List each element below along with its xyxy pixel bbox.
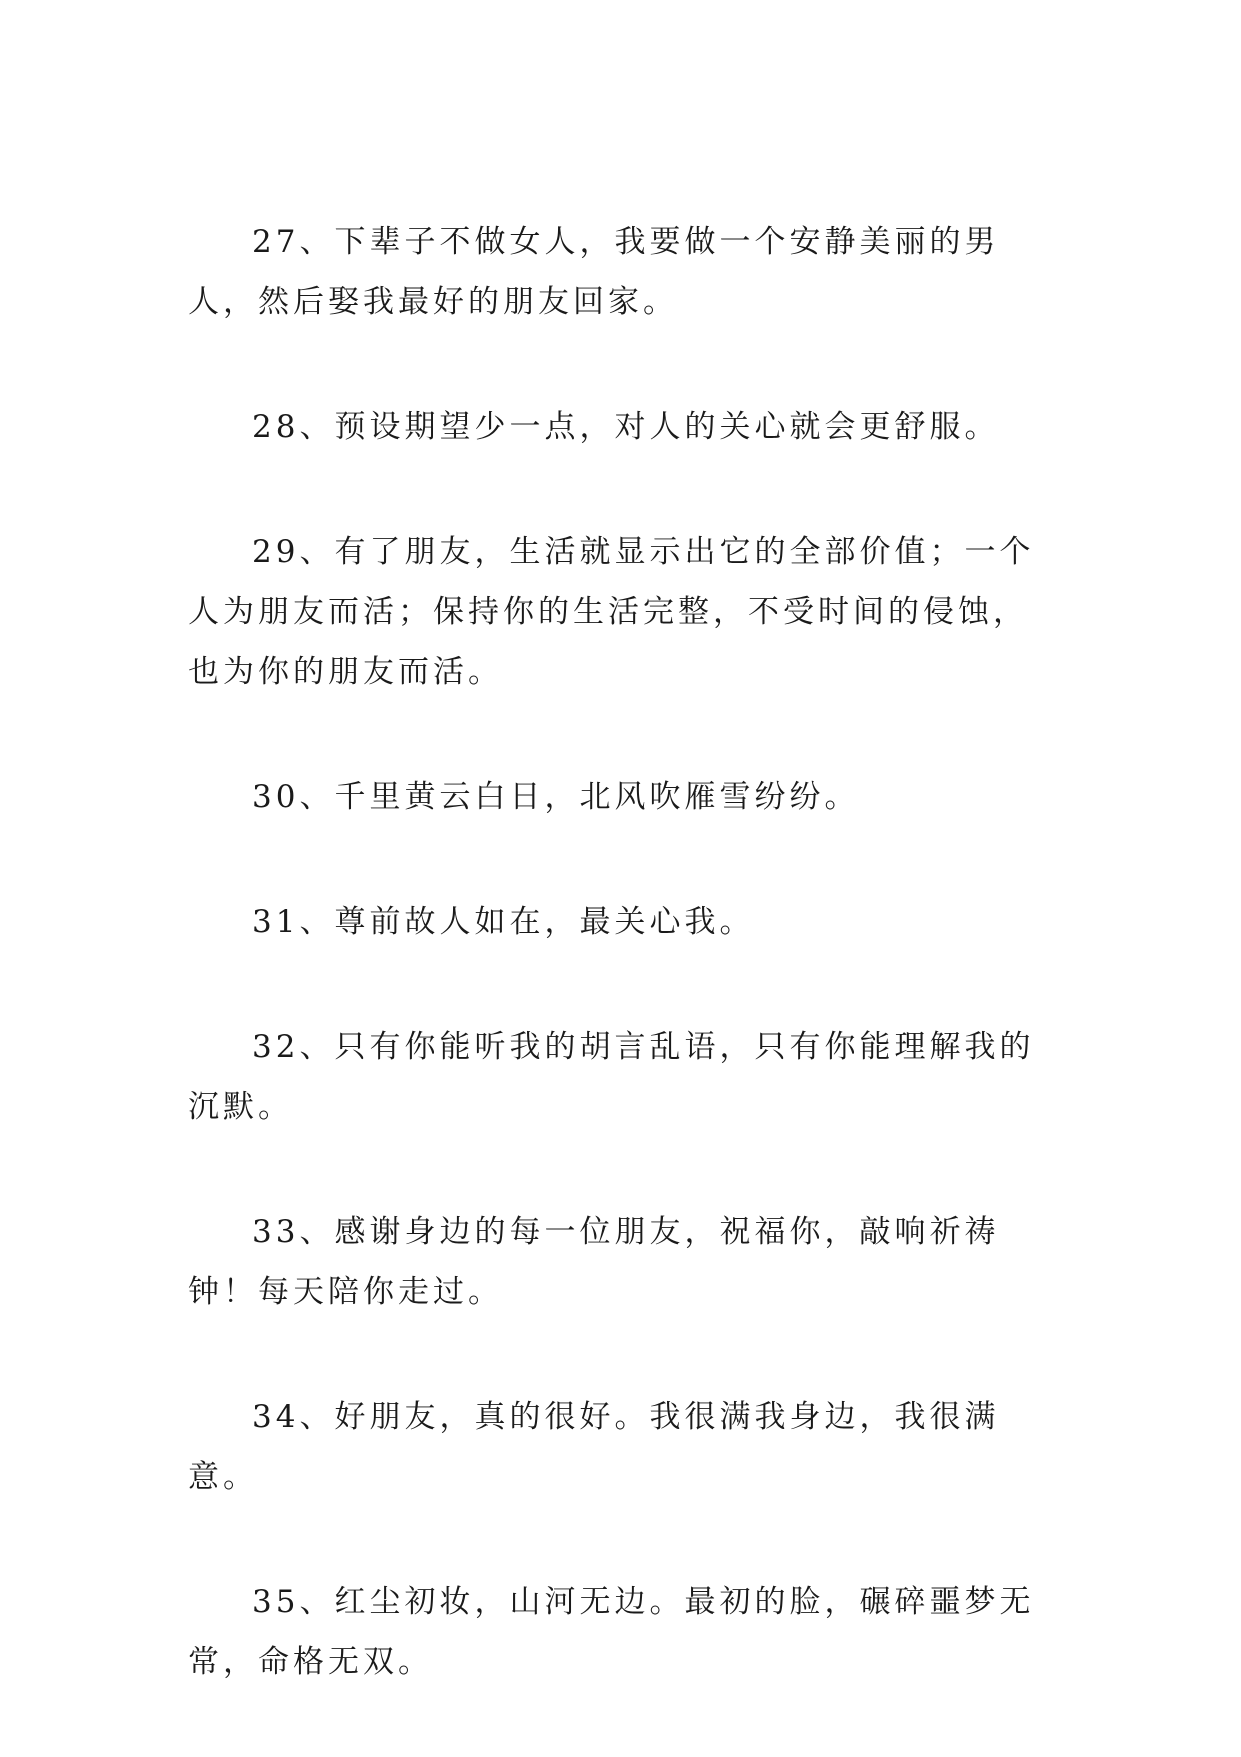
paragraph-33: 33、感谢身边的每一位朋友，祝福你，敲响祈祷钟！每天陪你走过。 <box>188 1214 1000 1310</box>
paragraph-29: 29、有了朋友，生活就显示出它的全部价值；一个人为朋友而活；保持你的生活完整，不受时间的侵蚀，也为你的朋友而活。 <box>188 534 1035 690</box>
paragraph-32: 32、只有你能听我的胡言乱语，只有你能理解我的沉默。 <box>188 1029 1035 1125</box>
paragraph-34: 34、好朋友，真的很好。我很满我身边，我很满意。 <box>188 1399 1000 1495</box>
paragraph-35: 35、红尘初妆，山河无边。最初的脸，碾碎噩梦无常，命格无双。 <box>188 1584 1035 1680</box>
document-body <box>188 212 1056 1757</box>
paragraph-30: 30、千里黄云白日，北风吹雁雪纷纷。 <box>252 779 860 815</box>
paragraph-27: 27、下辈子不做女人，我要做一个安静美丽的男人，然后娶我最好的朋友回家。 <box>188 224 1000 320</box>
paragraph-28: 28、预设期望少一点，对人的关心就会更舒服。 <box>252 409 1000 445</box>
paragraph-31: 31、尊前故人如在，最关心我。 <box>252 904 755 940</box>
